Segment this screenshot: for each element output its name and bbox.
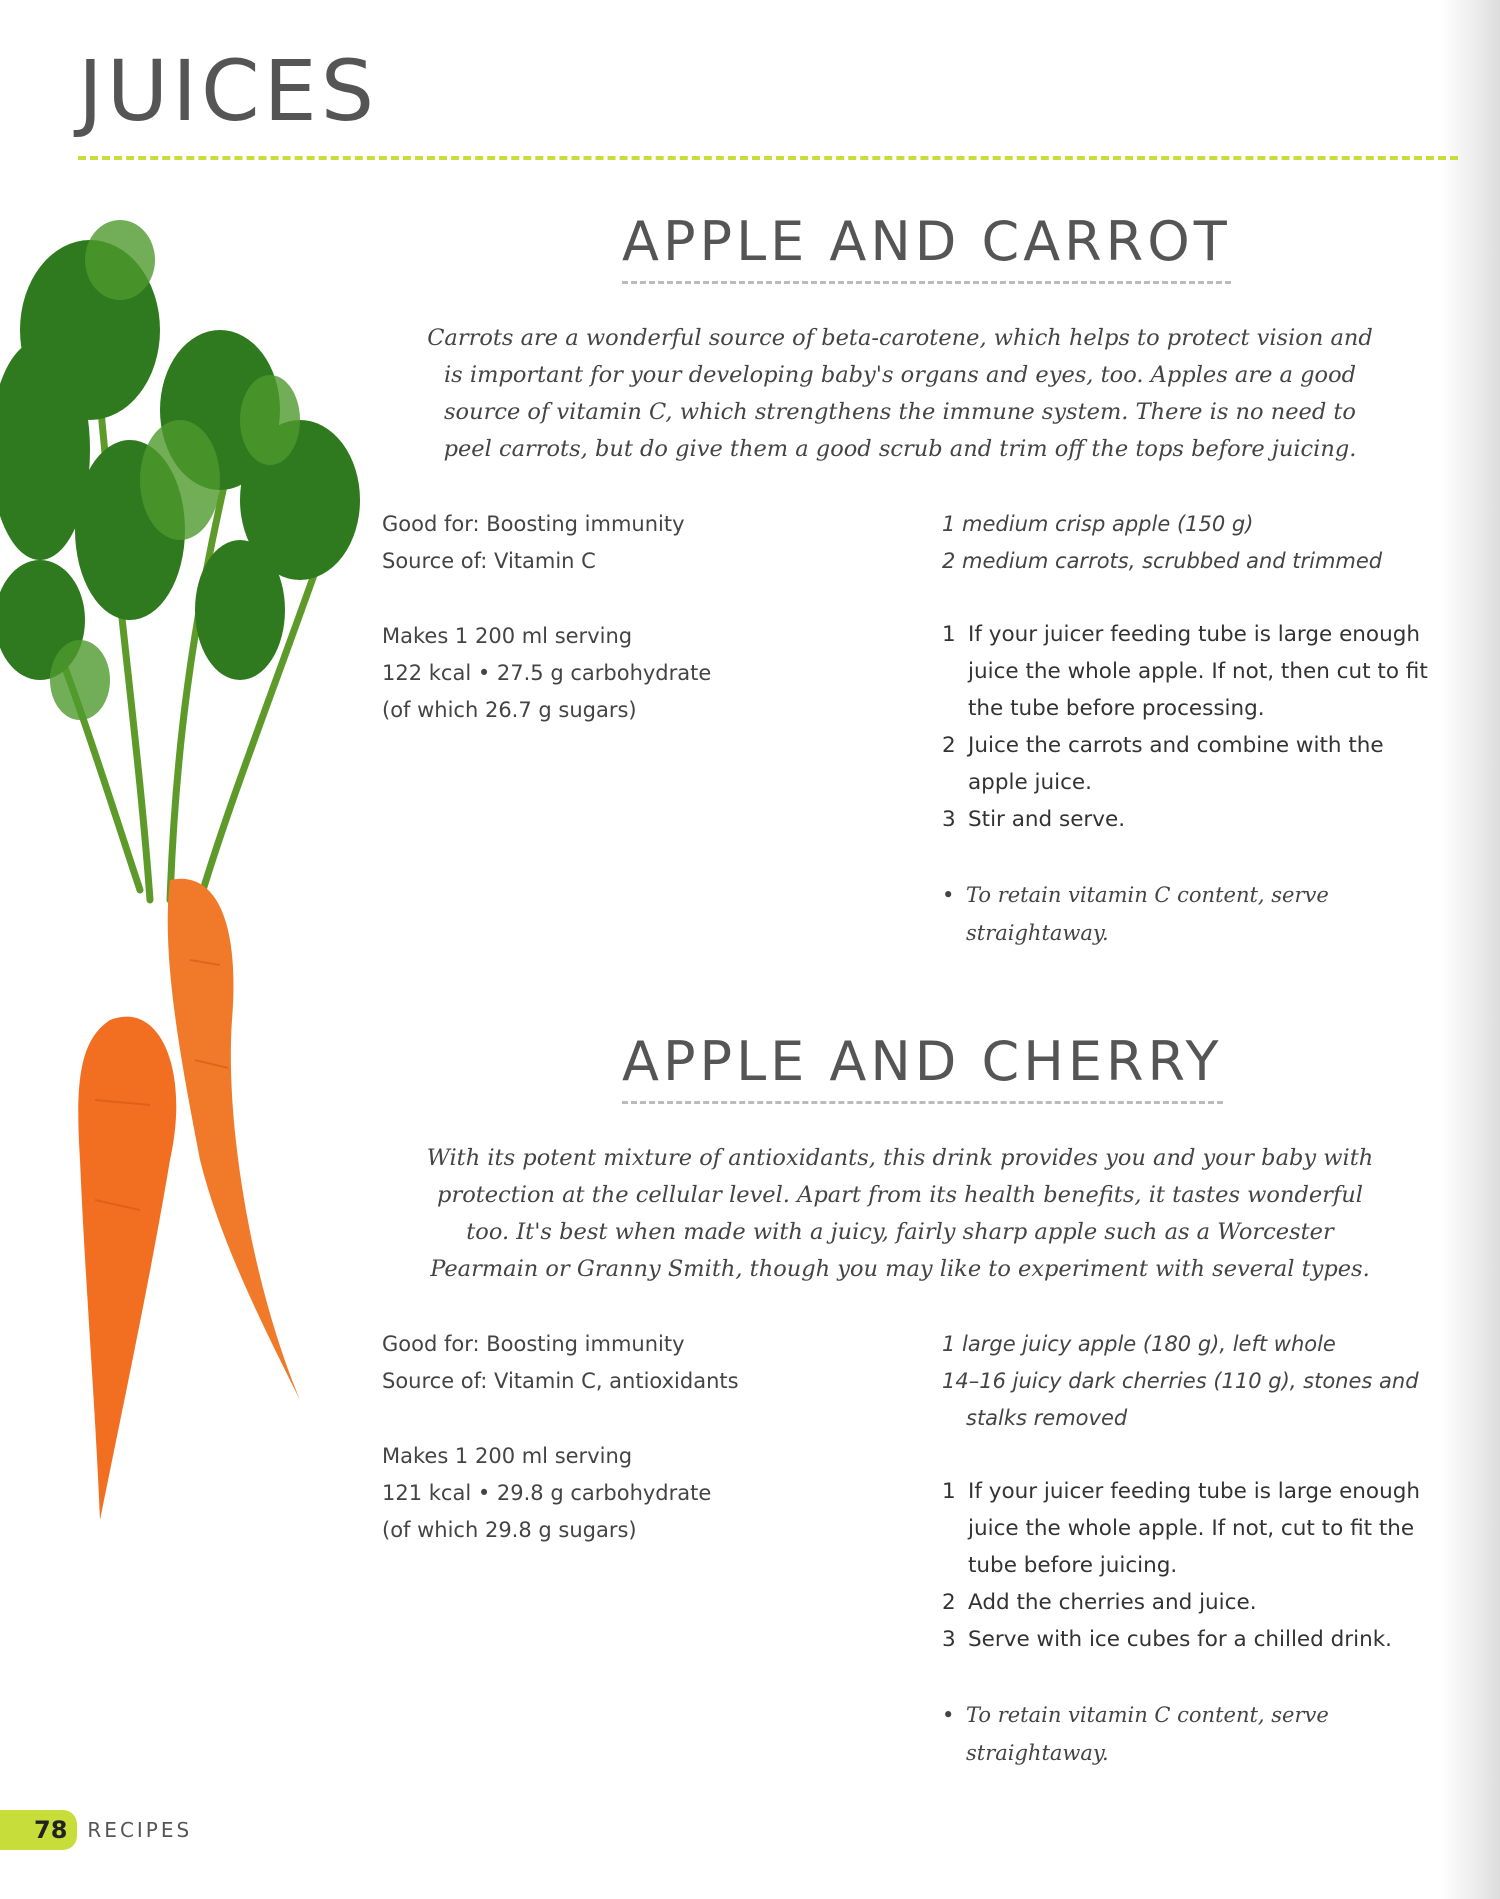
serving-size: Makes 1 200 ml serving <box>382 1444 633 1468</box>
tip: • To retain vitamin C content, serve straightaway. <box>942 1696 1450 1772</box>
recipe-apple-carrot <box>370 210 1450 945</box>
recipe-title: APPLE AND CHERRY <box>622 1030 1223 1104</box>
carrot-illustration <box>0 200 360 1580</box>
step: 1 If your juicer feeding tube is large enough juice the whole apple. If not, cut to fit the tube before juicing. <box>942 1479 1420 1578</box>
recipe-title: APPLE AND CARROT <box>622 210 1231 284</box>
good-for: Good for: Boosting immunity <box>382 1332 685 1356</box>
sugars: (of which 29.8 g sugars) <box>382 1518 637 1542</box>
recipe-intro: With its potent mixture of antioxidants, this drink provides you and your baby with protection at the cellular level. Apart from its health benefits, it tastes wonderful too. It's best when made with a juicy, fairly sharp apple such as a Worcester Pearmain or Granny Smith, though you may like to experiment with several types. <box>426 1145 1374 1282</box>
steps-list <box>942 616 1450 838</box>
recipe-info <box>382 506 882 729</box>
recipe-apple-cherry <box>370 1030 1450 1765</box>
bullet-icon: • <box>942 1703 955 1727</box>
title-dashed-rule <box>78 156 1458 160</box>
recipe-method <box>942 506 1450 952</box>
nutrition: 121 kcal • 29.8 g carbohydrate <box>382 1481 712 1505</box>
recipe-info <box>382 1326 882 1549</box>
page-title: JUICES <box>78 42 379 140</box>
source-of: Source of: Vitamin C <box>382 549 596 573</box>
ingredient: 14–16 juicy dark cherries (110 g), stones and stalks removed <box>942 1369 1419 1430</box>
nutrition: 122 kcal • 27.5 g carbohydrate <box>382 661 712 685</box>
step: 1 If your juicer feeding tube is large enough juice the whole apple. If not, then cut to fit the tube before processing. <box>942 622 1428 721</box>
tip: • To retain vitamin C content, serve straightaway. <box>942 876 1450 952</box>
good-for: Good for: Boosting immunity <box>382 512 685 536</box>
ingredient: 2 medium carrots, scrubbed and trimmed <box>942 549 1383 573</box>
page-number: 78 <box>0 1810 77 1850</box>
sugars: (of which 26.7 g sugars) <box>382 698 637 722</box>
bullet-icon: • <box>942 883 955 907</box>
section-label: RECIPES <box>87 1818 193 1842</box>
recipe-intro: Carrots are a wonderful source of beta-carotene, which helps to protect vision and is important for your developing baby's organs and eyes, too. Apples are a good source of vitamin C, which strengthens the immune system. There is no need to peel carrots, but do give them a good scrub and trim off the tops before juicing. <box>427 325 1373 462</box>
ingredient: 1 medium crisp apple (150 g) <box>942 512 1254 536</box>
serving-size: Makes 1 200 ml serving <box>382 624 633 648</box>
step: 2 Add the cherries and juice. <box>942 1590 1257 1615</box>
ingredient: 1 large juicy apple (180 g), left whole <box>942 1332 1336 1356</box>
steps-list <box>942 1473 1450 1658</box>
step: 3 Stir and serve. <box>942 807 1126 832</box>
page-footer <box>0 1810 192 1850</box>
step: 3 Serve with ice cubes for a chilled drink. <box>942 1627 1393 1652</box>
recipe-method <box>942 1326 1450 1772</box>
source-of: Source of: Vitamin C, antioxidants <box>382 1369 739 1393</box>
step: 2 Juice the carrots and combine with the apple juice. <box>942 733 1384 795</box>
